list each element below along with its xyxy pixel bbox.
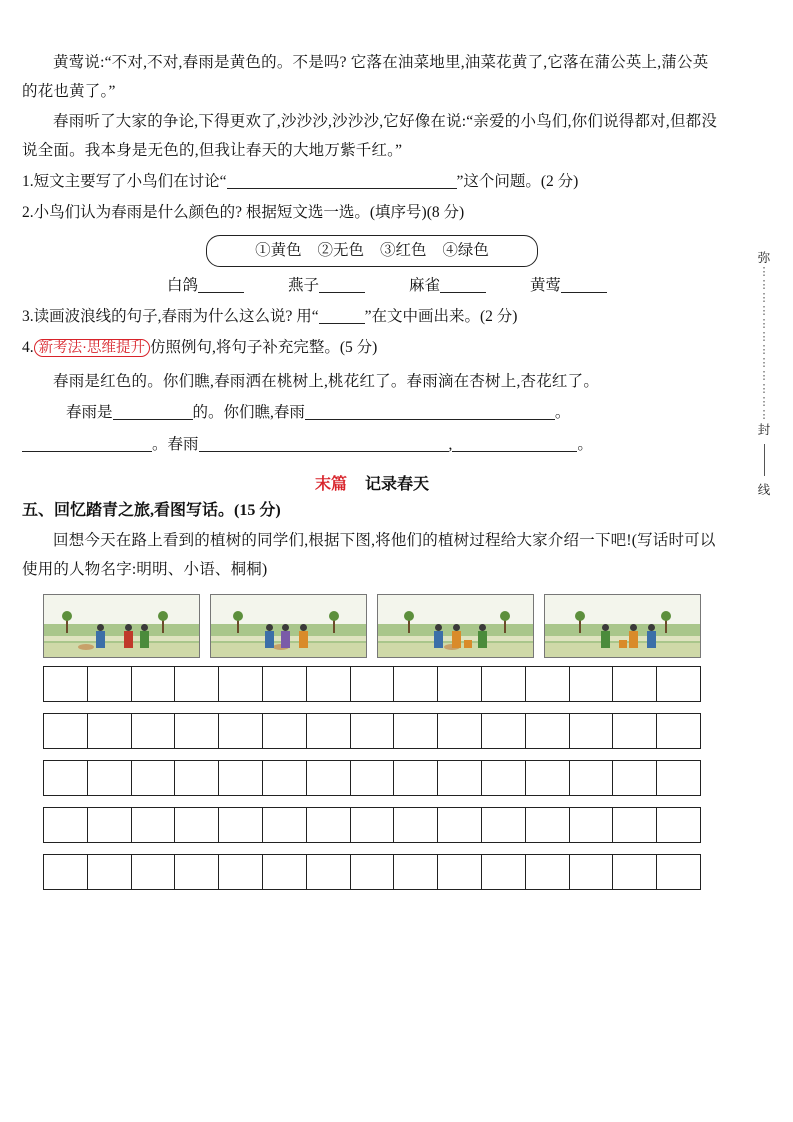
grid-row [43,666,701,702]
answer-line-2 [22,429,722,461]
grid-cell[interactable] [132,760,176,796]
option-3[interactable]: ③红色 [379,242,427,259]
answer-blank-1a[interactable] [113,419,193,420]
answer-line-2-a: 。春雨 [152,436,199,453]
final-section-badge: 末篇 [314,476,347,493]
grid-cell[interactable] [307,807,351,843]
grid-cell[interactable] [307,760,351,796]
grid-cell[interactable] [219,713,263,749]
grid-cell[interactable] [438,760,482,796]
answer-line-1-b: 的。你们瞧,春雨 [192,404,305,421]
grid-cell[interactable] [657,854,701,890]
grid-cell[interactable] [263,666,307,702]
question-3-prefix: 3.读画波浪线的句子,春雨为什么这么说? 用“ [22,308,319,325]
bird-item-3 [409,272,486,300]
options-box [206,235,538,267]
question-2: 2.小鸟们认为春雨是什么颜色的? 根据短文选一选。(填序号)(8 分) [22,204,465,221]
grid-cell[interactable] [219,760,263,796]
grid-cell[interactable] [132,807,176,843]
grid-cell[interactable] [526,760,570,796]
reading-paragraph-1: 黄莺说:“不对,不对,春雨是黄色的。不是吗? 它落在油菜地里,油菜花黄了,它落在蒲公英上,蒲公英的花也黄了。” [22,54,709,100]
grid-cell[interactable] [394,854,438,890]
grid-cell[interactable] [263,807,307,843]
bird-blank-4[interactable] [561,292,607,293]
grid-cell[interactable] [657,760,701,796]
option-2[interactable]: ②无色 [317,242,365,259]
paragraph-2-text: 春雨听了大家的争论,下得更欢了,沙沙沙,沙沙沙,它好像在说:“亲爱的小鸟们,你们说得都对,但都没说全面。我本身是无色的,但我让春天的大地万紫千红。” [22,113,718,159]
bird-blank-2[interactable] [319,292,365,293]
picture-3 [377,594,534,658]
answer-blank-1b[interactable] [305,419,555,420]
answer-line-1 [22,397,722,429]
grid-cell[interactable] [263,713,307,749]
grid-cell[interactable] [526,807,570,843]
grid-cell[interactable] [482,713,526,749]
figure-icon [629,624,638,648]
grid-cell[interactable] [570,760,614,796]
figure-icon [140,624,149,648]
answer-line-2-b: , [448,436,453,453]
question-1-prefix: 1.短文主要写了小鸟们在讨论“ [22,173,227,190]
grid-cell[interactable] [219,854,263,890]
grid-cell[interactable] [657,713,701,749]
bird-label-3: 麻雀 [409,277,441,294]
answer-blank-2a[interactable] [22,451,152,452]
grid-cell[interactable] [570,854,614,890]
grid-cell[interactable] [351,713,395,749]
bird-label-4: 黄莺 [530,277,562,294]
grid-cell[interactable] [175,713,219,749]
grid-cell[interactable] [263,760,307,796]
figure-icon [96,624,105,648]
seal-dashes-1: ⋮ ⋮ ⋮ ⋮ ⋮ ⋮ ⋮ ⋮ ⋮ ⋮ ⋮ ⋮ [758,266,770,421]
grid-cell[interactable] [132,854,176,890]
question-3-mark-blank[interactable] [319,323,365,324]
grid-cell[interactable] [44,713,88,749]
seal-vertical-line [764,444,765,476]
grid-cell[interactable] [394,807,438,843]
grid-cell[interactable] [44,854,88,890]
grid-cell[interactable] [44,760,88,796]
figure-icon [434,624,443,648]
grid-cell[interactable] [438,666,482,702]
writing-grid [22,666,722,890]
question-1 [22,167,722,196]
bird-item-1 [167,272,244,300]
figure-icon [452,624,461,648]
question-4-example: 春雨是红色的。你们瞧,春雨洒在桃树上,桃花红了。春雨滴在杏树上,杏花红了。 [53,373,600,390]
grid-row [43,854,701,890]
seal-line-markings [749,250,779,498]
bird-label-2: 燕子 [287,277,319,294]
grid-cell[interactable] [219,666,263,702]
picture-2 [210,594,367,658]
figure-icon [647,624,656,648]
grid-cell[interactable] [482,760,526,796]
grid-cell[interactable] [613,807,657,843]
question-4 [22,333,722,363]
grid-cell[interactable] [570,807,614,843]
bird-item-2 [288,272,365,300]
grid-cell[interactable] [351,760,395,796]
bird-label-1: 白鸽 [166,277,198,294]
picture-4 [544,594,701,658]
seal-mark-3: 线 [757,483,771,497]
question-4-number: 4. [22,339,34,356]
grid-cell[interactable] [44,807,88,843]
new-method-badge: 新考法·思维提升 [34,339,150,357]
grid-cell[interactable] [175,666,219,702]
grid-cell[interactable] [351,666,395,702]
answer-line-1-a: 春雨是 [66,404,113,421]
bird-blank-1[interactable] [198,292,244,293]
picture-strip [22,594,722,658]
grid-cell[interactable] [307,713,351,749]
figure-icon [124,624,133,648]
grid-cell[interactable] [613,854,657,890]
grid-cell[interactable] [438,713,482,749]
grid-cell[interactable] [526,713,570,749]
grid-cell[interactable] [613,713,657,749]
bird-item-4 [530,272,607,300]
grid-cell[interactable] [570,666,614,702]
figure-icon [265,624,274,648]
grid-cell[interactable] [219,807,263,843]
grid-row [43,807,701,843]
section-five-heading: 五、回忆踏青之旅,看图写话。(15 分) [22,502,281,519]
option-1[interactable]: ①黄色 [255,242,302,259]
grid-cell[interactable] [351,854,395,890]
grid-cell[interactable] [263,854,307,890]
figure-icon [601,624,610,648]
bird-answer-row [22,272,722,300]
answer-line-1-c: 。 [554,404,571,421]
grid-cell[interactable] [482,854,526,890]
grid-cell[interactable] [394,713,438,749]
answer-blank-2b[interactable] [199,451,449,452]
grid-cell[interactable] [307,854,351,890]
grid-cell[interactable] [88,713,132,749]
figure-icon [299,624,308,648]
grid-cell[interactable] [657,666,701,702]
page-content [22,48,722,890]
grid-cell[interactable] [175,760,219,796]
writing-prompt: 回想今天在路上看到的植树的同学们,根据下图,将他们的植树过程给大家介绍一下吧!(写话时可以使用的人物名字:明明、小语、桐桐) [22,532,716,578]
question-3-suffix: ”在文中画出来。(2 分) [364,308,518,325]
question-4-text: 仿照例句,将句子补充完整。(5 分) [149,339,378,356]
grid-cell[interactable] [482,807,526,843]
grid-cell[interactable] [570,713,614,749]
grid-cell[interactable] [132,666,176,702]
grid-cell[interactable] [88,854,132,890]
bird-blank-3[interactable] [440,292,486,293]
grid-cell[interactable] [132,713,176,749]
picture-1 [43,594,200,658]
grid-cell[interactable] [351,807,395,843]
grid-cell[interactable] [613,666,657,702]
grid-cell[interactable] [44,666,88,702]
grid-cell[interactable] [657,807,701,843]
question-3 [22,302,722,331]
grid-cell[interactable] [88,760,132,796]
grid-cell[interactable] [394,760,438,796]
grid-cell[interactable] [526,854,570,890]
grid-cell[interactable] [438,807,482,843]
grid-cell[interactable] [482,666,526,702]
seal-mark-2: 封 [757,423,771,437]
figure-icon [478,624,487,648]
grid-row [43,760,701,796]
grid-cell[interactable] [88,666,132,702]
grid-cell[interactable] [526,666,570,702]
figure-icon [281,624,290,648]
grid-cell[interactable] [175,854,219,890]
grid-cell[interactable] [394,666,438,702]
answer-blank-2c[interactable] [452,451,577,452]
grid-cell[interactable] [613,760,657,796]
grid-cell[interactable] [88,807,132,843]
option-4[interactable]: ④绿色 [442,242,489,259]
grid-cell[interactable] [175,807,219,843]
final-section-title [22,471,722,494]
seal-mark-1: 弥 [757,251,771,265]
grid-row [43,713,701,749]
grid-cell[interactable] [307,666,351,702]
question-1-suffix: ”这个问题。(2 分) [456,173,579,190]
final-section-heading: 记录春天 [365,476,430,493]
reading-paragraph-2 [22,107,722,165]
grid-cell[interactable] [438,854,482,890]
answer-line-2-c: 。 [577,436,593,453]
question-1-answer-blank[interactable] [227,188,457,189]
